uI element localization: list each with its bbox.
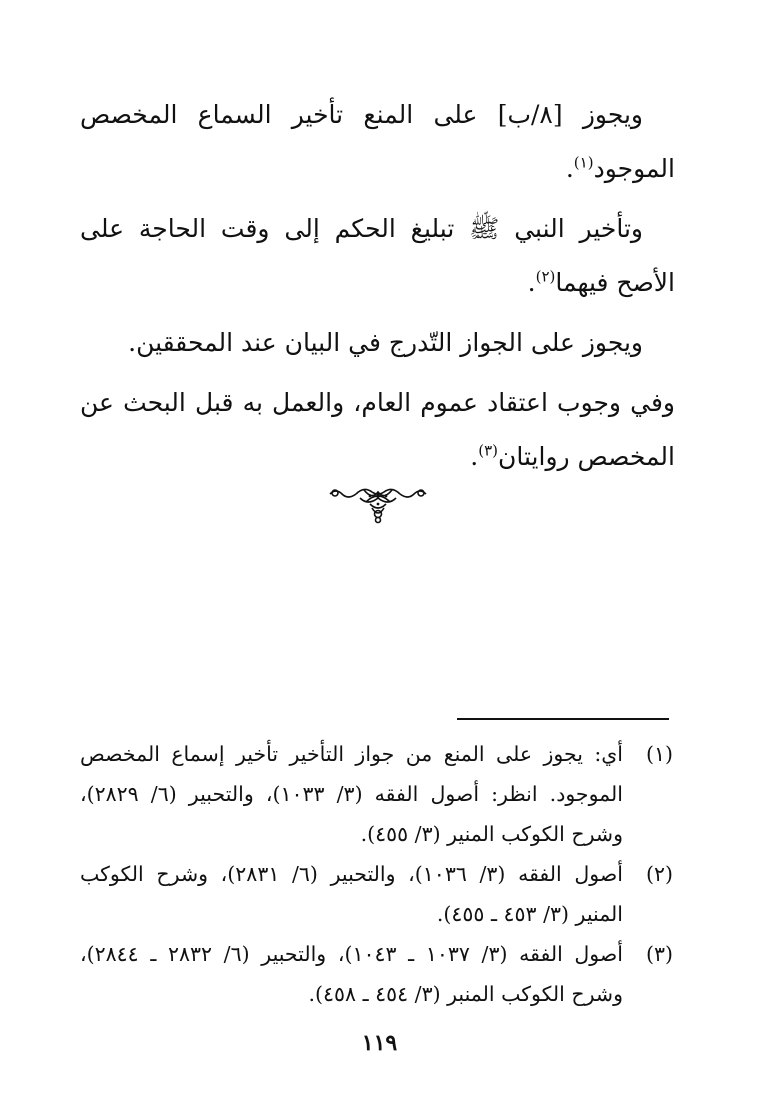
footnote-number: (١) [645,742,673,766]
paragraph-tail: . [565,154,574,183]
paragraph-tail: . [527,268,536,297]
footnote-2 [80,854,673,934]
paragraph-tail: . [470,442,479,471]
footnote-3 [80,934,673,1014]
footnote-number: (٣) [645,942,673,966]
paragraph-4 [80,376,675,484]
floral-knot-ornament-icon [326,482,430,526]
footnote-text: أصول الفقه (٣/ ١٠٣٧ ـ ١٠٤٣)، والتحبير (٦/ ٢٨٣٢ ـ ٢٨٤٤)، وشرح الكوكب المنبر (٣/ ٤٥٤ ـ ٤٥٨). [80,942,624,1006]
paragraph-text: وتأخير النبي ﷺ تبليغ الحكم إلى وقت الحاجة على الأصح فيهما [80,214,675,297]
footnote-text: أي: يجوز على المنع من جواز التأخير تأخير إسماع المخصص الموجود. انظر: أصول الفقه (٣/ ١٠٣٣)، والتحبير (٦/ ٢٨٢٩)، وشرح الكوكب المنير (٣/ ٤٥٥). [80,742,623,846]
footnote-separator [457,718,669,720]
footnotes [80,734,673,1014]
main-text [80,88,675,490]
paragraph-text: وفي وجوب اعتقاد عموم العام، والعمل به قبل البحث عن المخصص روايتان [80,388,675,471]
footnote-text: أصول الفقه (٣/ ١٠٣٦)، والتحبير (٦/ ٢٨٣١)، وشرح الكوكب المنير (٣/ ٤٥٣ ـ ٤٥٥). [80,862,623,926]
footnote-ref-1[interactable]: (١) [573,153,594,172]
footnote-ref-3[interactable]: (٣) [478,441,499,460]
footnote-1 [80,734,673,854]
footnote-ref-2[interactable]: (٢) [535,267,556,286]
footnote-number: (٢) [645,862,673,886]
paragraph-3 [80,316,675,370]
paragraph-text: ويجوز على الجواز التّدرج في البيان عند المحققين. [128,328,643,357]
paragraph-2 [80,202,675,310]
paragraph-1 [80,88,675,196]
paragraph-text: ويجوز [٨/ب] على المنع تأخير السماع المخصص الموجود [80,100,675,183]
page-number: ١١٩ [361,1030,398,1056]
